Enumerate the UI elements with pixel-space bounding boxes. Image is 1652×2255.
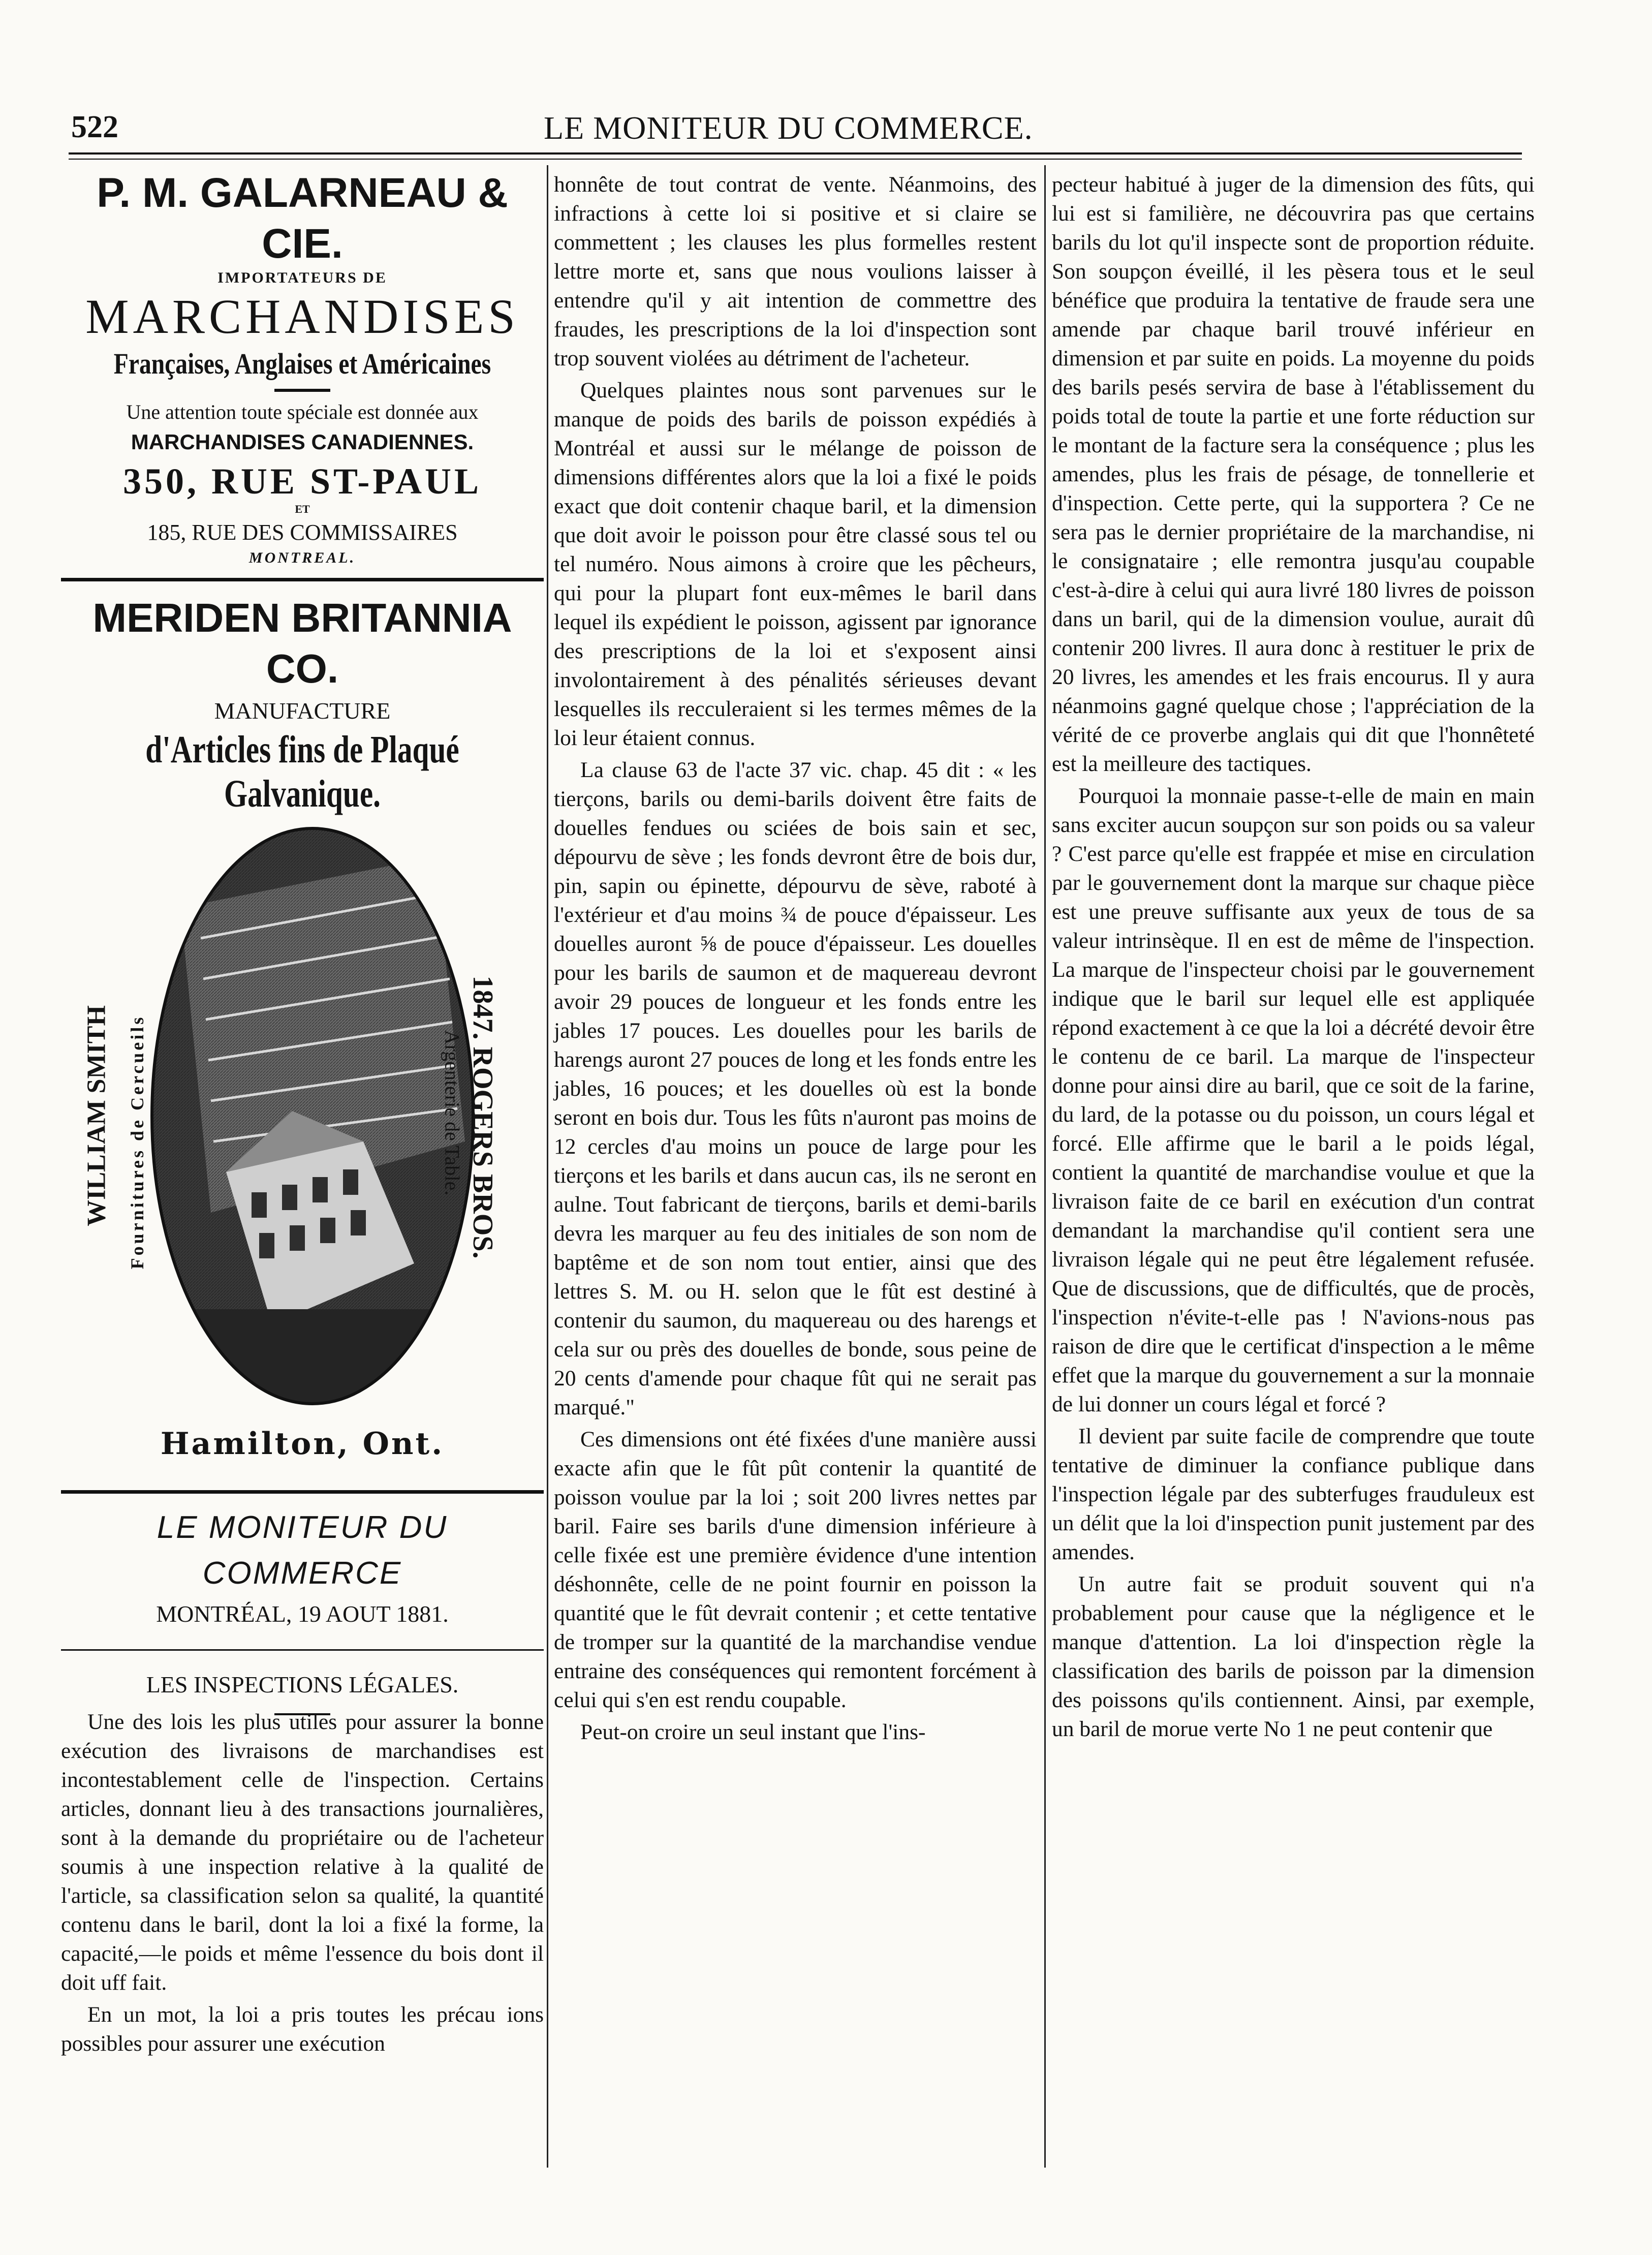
paragraph: Quelques plaintes nous sont parvenues sur le manque de poids des barils de poisson expédiés à Montréal et aussi sur le mélange de poisson de dimensions différentes alors que la loi a fixé le poids exact que doit contenir chaque baril, et la dimension que doit avoir le poisson pour être classé sous tel ou tel numéro. Nous aimons à croire que les pêcheurs, qui pour la plupart font eux-mêmes le baril dans lequel ils expédient le poisson, agissent par ignorance des prescriptions de la loi et s'exposent ainsi involontairement à des pénalités sérieuses devant lesquelles ils recculeraient si les termes mêmes de la loi leur étaient connus. — [554, 378, 1037, 750]
ad-meriden-city: Hamilton, Ont. — [160, 1426, 445, 1462]
masthead-dateline: MONTRÉAL, 19 AOUT 1881. — [156, 1601, 449, 1627]
ad-galarneau-et: ET — [295, 503, 310, 515]
paragraph: Un autre fait se produit souvent qui n'a probablement pour cause que la négligence et le manque d'attention. La loi d'inspection règle la classification des barils de poisson par la dimension des poissons qu'ils contiennent. Ainsi, par exemple, un baril de morue verte No 1 ne peut contenir que — [1052, 1572, 1535, 1741]
ad-galarneau-note: Une attention toute spéciale est donnée aux — [126, 400, 479, 423]
page-number: 522 — [71, 110, 118, 144]
ad-galarneau-headline: MARCHANDISES — [85, 289, 519, 344]
paragraph: Peut-on croire un seul instant que l'ins- — [580, 1720, 926, 1744]
ad-galarneau-city: MONTREAL. — [248, 549, 356, 566]
ad-galarneau-address2: 185, RUE DES COMMISSAIRES — [147, 520, 458, 545]
ad-fournitures: Fournitures de Cercueils — [127, 1014, 147, 1270]
paragraph: La clause 63 de l'acte 37 vic. chap. 45 dit : « les tierçons, barils ou demi-barils doivent être faits de douelles fendues ou sciées de bois sain et sec, dépourvu de sève ; les fonds devront être de bois dur, pin, sapin ou épinette, dépourvu de sève, raboté à l'extérieur et d'au moins ¾ de pouce d'épaisseur. Les douelles auront ⅝ de pouce d'épaisseur. Les douelles pour les barils de saumon et de maquereau devront avoir 29 pouces de longueur et les fonds entre les jables 17 pouces. Les douelles pour les barils de harengs auront 27 pouces de long et les fonds entre les jables, 16 pouces; et les douelles où est la bonde seront en bois dur. Tous les fûts n'auront pas moins de 12 cercles d'au moins un pouce de large pour les tierçons et les barils et dans aucun cas, ils ne seront en aulne. Tout fabricant de tierçons, barils et demi-barils devra les marquer au feu des initiales de son nom de baptême et de son nom tout entier, ainsi que des lettres S. M. ou H. selon que le fût est destiné à contenir du saumon, du maquereau ou des harengs et cela sur ou près des douelles de bonde, sous peine de 20 cents d'amende pour chaque fût qui ne serait pas marqué." — [554, 758, 1037, 1419]
ad-galarneau — [61, 168, 544, 567]
ad-separator-2 — [61, 1490, 544, 1494]
paragraph: Il devient par suite facile de comprendre que toute tentative de diminuer la confiance publique dans l'inspection légale par des subterfuges frauduleux est un délit que la loi d'inspection punit justement par des amendes. — [1052, 1424, 1535, 1564]
page-header — [71, 109, 1519, 155]
ad-meriden-name: MERIDEN BRITANNIA CO. — [92, 595, 512, 691]
masthead-title: LE MONITEUR DU COMMERCE — [157, 1510, 448, 1591]
advertisements — [61, 168, 544, 1731]
ad-meriden-articles: d'Articles fins de Plaqué Galvanique. — [145, 728, 459, 815]
paragraph: pecteur habitué à juger de la dimension des fûts, qui lui est si familière, ne découvrira pas que certains barils du lot qu'il inspecte sont de proportion réduite. Son soupçon éveillé, il les pèsera tous et le seul bénéfice que produira la tentative de fraude sera une amende par chaque baril trouvé inférieur en dimension et par suite en poids. La moyenne du poids des barils pesés servira de base à l'établissement du poids total de toute la partie et une forte réduction sur le montant de la facture sera la conséquence ; plus les amendes, plus les frais de pésage, de tonnellerie et d'inspection. Cette perte, qui la supportera ? Ce ne sera pas le dernier propriétaire de la marchandise, ni le consignataire ; elle remontra jusqu'au coupable c'est-à-dire à celui qui aura livré 180 livres de poisson dans un baril, qui de la dimension voulue, aurait dû contenir 200 livres. Il aura donc à restituer le prix de 20 livres, les amendes et les frais encourus. Il y aura néanmoins gagné quelque chose ; l'appréciation de la vérité de ce proverbe anglais qui dit que l'honnêteté est la meilleure des tactiques. — [1052, 172, 1535, 776]
column-rule — [1044, 165, 1046, 2168]
ad-galarneau-origins: Françaises, Anglaises et Américaines — [113, 347, 491, 380]
masthead — [61, 1505, 544, 1632]
paragraph: En un mot, la loi a pris toutes les précau ions possibles pour assurer une exécution — [61, 2002, 544, 2056]
ad-galarneau-address1: 350, RUE ST-PAUL — [122, 461, 482, 502]
ad-argenterie: Argenterie de Table. — [441, 1030, 464, 1196]
ad-galarneau-name: P. M. GALARNEAU & CIE. — [97, 170, 508, 267]
article-column-3 — [1052, 170, 1535, 1747]
factory-illustration — [150, 826, 475, 1406]
paragraph: Pourquoi la monnaie passe-t-elle de main en main sans exciter aucun soupçon sur son poids ou sa valeur ? C'est parce qu'elle est frappée et mise en circulation par le gouvernement dont la marque sur chaque pièce est une preuve suffisante aux yeux de tous de sa valeur intrinsèque. Il en est de même de l'inspection. La marque de l'inspecteur choisi par le gouvernement indique que le baril sur lequel elle est appliquée répond exactement à ce que la loi a décrété devoir être le contenu de ce baril. La marque de l'inspecteur donne pour ainsi dire au baril, que ce soit de la farine, du lard, de la potasse ou du poisson, un cours légal et forcé. Elle affirme que le baril a le poids légal, contient la quantité de marchandise voulue et que la livraison faite de ce baril en exécution d'un contrat demandant la marchandise qu'il contient sera une livraison légale qui ne peut être légalement refusée. Que de discussions, que de difficultés, que de procès, l'inspection n'évite-t-elle pas ! N'avions-nous pas raison de dire que le certificat d'inspection a le même effet que la marque du gouvernement a sur la monnaie de lui donner un cours légal et forcé ? — [1052, 784, 1535, 1416]
ad-meriden-manufacture: MANUFACTURE — [214, 698, 391, 724]
ad-separator — [61, 578, 544, 581]
ad-rogers-bros: 1847. ROGERS BROS. — [467, 975, 498, 1259]
article-title: LES INSPECTIONS LÉGALES. — [146, 1672, 459, 1697]
ad-galarneau-note2: MARCHANDISES CANADIENNES. — [131, 430, 474, 454]
ad-divider — [274, 389, 330, 392]
article-column-1 — [61, 1708, 544, 2216]
header-rule-thin — [69, 159, 1522, 160]
ad-meriden — [61, 593, 544, 1462]
header-rule — [69, 152, 1522, 155]
column-rule — [547, 165, 548, 2168]
factory-engraving — [61, 816, 544, 1426]
article-column-2 — [554, 170, 1037, 1750]
paragraph: Une des lois les plus utiles pour assurer la bonne exécution des livraisons de marchandises est incontestablement celle de l'inspection. Certains articles, donnant lieu à des transactions journalières, sont à la demande du propriétaire ou de l'acheteur soumis à une inspection relative à la qualité de l'article, sa classification selon sa qualité, la quantité contenu dans le baril, dont la loi a fixé la forme, la capacité,—le poids et même l'essence du bois dont il doit uff fait. — [61, 1710, 544, 1995]
ad-william-smith: WILLIAM SMITH — [82, 1005, 111, 1226]
running-title: LE MONITEUR DU COMMERCE. — [544, 110, 1033, 146]
ad-galarneau-subtitle: IMPORTATEURS DE — [217, 269, 387, 286]
paragraph: honnête de tout contrat de vente. Néanmoins, des infractions à cette loi si positive et si claire se commettent ; les clauses les plus formelles restent lettre morte et, sans que nous voulions laisser à entendre qu'il y ait intention de commettre des fraudes, les prescriptions de la loi d'inspection sont trop souvent violées au détriment de l'acheteur. — [554, 172, 1037, 370]
paragraph: Ces dimensions ont été fixées d'une manière aussi exacte afin que le fût pût contenir la quantité de poisson voulue par la loi ; soit 200 livres nettes par baril. Faire ses barils d'une dimension inférieure à celle fixée est une première évidence d'une intention déshonnête, celle de ne point fournir en poisson la quantité que le fût devrait contenir ; et cette tentative de tromper sur la quantité de la marchandise vendue entraine des conséquences qui remontent forcément à celui qui s'en est rendu coupable. — [554, 1427, 1037, 1712]
masthead-rule — [61, 1649, 544, 1651]
